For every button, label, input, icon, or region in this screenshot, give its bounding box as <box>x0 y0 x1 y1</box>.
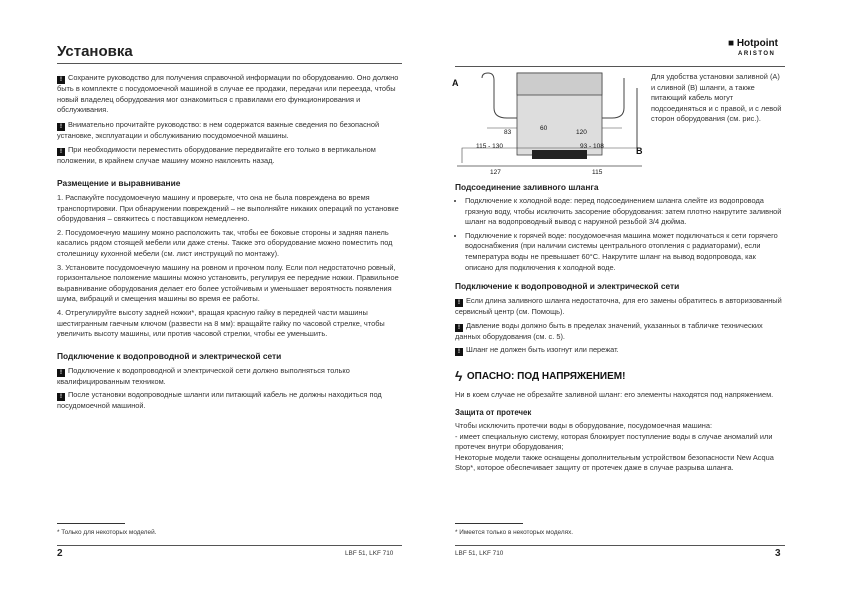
danger-text: Ни в коем случае не обрезайте заливной шланг: его элементы находятся под напряжением. <box>455 390 774 400</box>
page-number: 2 <box>57 548 63 559</box>
connection-text: Подключение к водопроводной и электрической сети должно выполняться только квалифицированным техником. <box>57 365 350 386</box>
connection-text: После установки водопроводные шланги или питающий кабель не должны находиться под посудомоечной машиной. <box>57 390 382 411</box>
warning-icon: ! <box>455 324 463 332</box>
header-rule <box>455 66 785 67</box>
warning-icon: ! <box>57 123 65 131</box>
intro-text: При необходимости переместить оборудование передвигайте его только в вертикальном положении, в крайнем случае машину можно наклонить назад. <box>57 145 376 166</box>
footnote: * Только для некоторых моделей. <box>57 529 157 536</box>
warning-icon: ! <box>455 348 463 356</box>
model-label: LBF 51, LKF 710 <box>345 550 394 557</box>
connection-paragraph <box>57 366 402 388</box>
logo-brand-text: Hotpoint <box>736 38 778 49</box>
label-b: B <box>636 146 643 156</box>
intro-paragraph <box>57 120 402 142</box>
placement-paragraph: 1. Распакуйте посудомоечную машину и проверьте, что она не была повреждена во время транспортировки. При обнаружении повреждений – не выполняйте никаких операций по установке оборудования – свяжитесь с поставщиком немедленно. <box>57 192 399 224</box>
dim-120: 120 <box>576 129 587 136</box>
list-item: • Подключение к холодной воде: перед подсоединением шланга слейте из водопровода грязную воду, чтобы исключить засорение оборудования: затем плотно накрутите заливной шланг на водопроводный вывод с наружной резьбой 3/4 дюйма. <box>465 196 785 228</box>
net-paragraph <box>455 296 785 318</box>
inlet-hose <box>482 73 517 118</box>
page-title: Установка <box>57 43 133 60</box>
right-column <box>455 182 785 474</box>
dishwasher-base <box>532 150 587 159</box>
list-item: • Подключение к горячей воде: посудомоечная машина может подключаться к сети горячего водоснабжения (при наличии системы центрального отопления с радиаторами), если температура воды не превышает 60°С. Накрутите шланг на вывод водопровода, как описано для подключения к холодной воде. <box>465 231 785 273</box>
dim-115: 115 <box>592 169 603 176</box>
installation-diagram <box>452 68 647 178</box>
net-paragraph <box>455 321 785 343</box>
footnote-rule <box>455 523 523 524</box>
leak-paragraph: Чтобы исключить протечки воды в оборудование, посудомоечная машина: <box>455 420 713 430</box>
net-paragraph <box>455 345 785 356</box>
logo-brand <box>728 38 778 49</box>
intro-text: Сохраните руководство для получения справочной информации по оборудованию. Оно должно быть в комплекте с посудомоечной машиной в случае ее продажи, передачи или переезда, чтобы новый владелец оборудования мог ознакомиться с правилами его функционирования и обслуживания. <box>57 73 399 115</box>
dishwasher-top <box>517 73 602 95</box>
dim-127: 127 <box>490 169 501 176</box>
danger-heading: ОПАСНО: ПОД НАПРЯЖЕНИЕМ! <box>466 371 626 383</box>
left-column <box>57 73 402 412</box>
placement-paragraph: 4. Отрегулируйте высоту задней ножки*, вращая красную гайку в передней части машины шестигранным гаечным ключом (развести на 8 мм): вращайте гайку по часовой стрелке, чтобы увеличить высоту машины, или против часовой стрелки, чтобы ее уменьшить. <box>57 307 385 339</box>
drain-hose <box>602 78 624 118</box>
leak-paragraph: - имеет специальную систему, которая блокирует поступление воды в случае аномалий или протечек внутри оборудования; <box>455 431 773 452</box>
net-heading: Подключение к водопроводной и электрической сети <box>455 281 680 292</box>
warning-icon: ! <box>57 369 65 377</box>
placement-paragraph: 3. Установите посудомоечную машину на ровном и прочном полу. Если пол недостаточно ровный, горизонтальное положение машины можно установить, регулируя ее передние ножки. Правильное выравнивание оборудования делает его более устойчивым и уменьшает вероятность появления шума, вибраций и смещения машины во время ее работы. <box>57 262 399 304</box>
page-number: 3 <box>775 548 781 559</box>
intro-paragraph <box>57 145 402 167</box>
leak-heading: Защита от протечек <box>455 407 532 417</box>
model-label: LBF 51, LKF 710 <box>455 550 504 557</box>
brand-logo <box>728 38 778 57</box>
label-a: A <box>452 78 459 88</box>
inlet-list <box>455 196 785 273</box>
leak-paragraph: Некоторые модели также оснащены дополнительным устройством безопасности New Acqua Stop*, которое обеспечивает защиту от протечек даже в случае разрыва шланга. <box>455 452 774 473</box>
bottom-rule <box>57 545 402 546</box>
logo-mark-icon: ■ <box>728 38 737 49</box>
danger-block <box>455 366 785 384</box>
dim-93-108: 93 - 108 <box>580 143 604 150</box>
dim-83: 83 <box>504 129 512 136</box>
net-text: Шланг не должен быть изогнут или пережат. <box>466 345 619 355</box>
placement-heading: Размещение и выравнивание <box>57 177 181 188</box>
logo-sub: ARISTON <box>738 51 776 57</box>
dim-60: 60 <box>540 125 548 132</box>
net-text: Если длина заливного шланга недостаточна, для его замены обратитесь в авторизованный сервисный центр (см. Помощь). <box>455 296 782 317</box>
bottom-rule <box>455 545 785 546</box>
inlet-heading: Подсоединение заливного шланга <box>455 182 599 192</box>
footnote-rule <box>57 523 125 524</box>
net-text: Давление воды должно быть в пределах значений, указанных в табличке технических данных оборудования (см. с. 5). <box>455 320 763 341</box>
diagram-caption: Для удобства установки заливной (А) и сливной (B) шланги, а также питающий кабель могут подсоединяться и с правой, и с левой сторон оборудования (см. рис.). <box>651 72 782 124</box>
connection-heading: Подключение к водопроводной и электрической сети <box>57 350 282 361</box>
placement-paragraph: 2. Посудомоечную машину можно расположить так, чтобы ее боковые стороны и задняя панель касались рядом стоящей мебели или даже стены. Также это оборудование можно поместить под столешницу кухонной мебели (см. лист инструкций по монтажу). <box>57 227 393 258</box>
connection-paragraph <box>57 390 402 412</box>
warning-icon: ! <box>57 76 65 84</box>
dim-115-130: 115 - 130 <box>476 143 503 150</box>
warning-icon: ! <box>455 299 463 307</box>
intro-text: Внимательно прочитайте руководство: в нем содержатся важные сведения по безопасной установке, эксплуатации и обслуживанию посудомоечной машины. <box>57 119 380 140</box>
intro-paragraph <box>57 73 402 116</box>
title-rule <box>57 63 402 64</box>
warning-icon: ! <box>57 393 65 401</box>
lightning-icon: ϟ <box>455 368 463 385</box>
footnote: * Имеется только в некоторых моделях. <box>455 529 574 536</box>
warning-icon: ! <box>57 148 65 156</box>
